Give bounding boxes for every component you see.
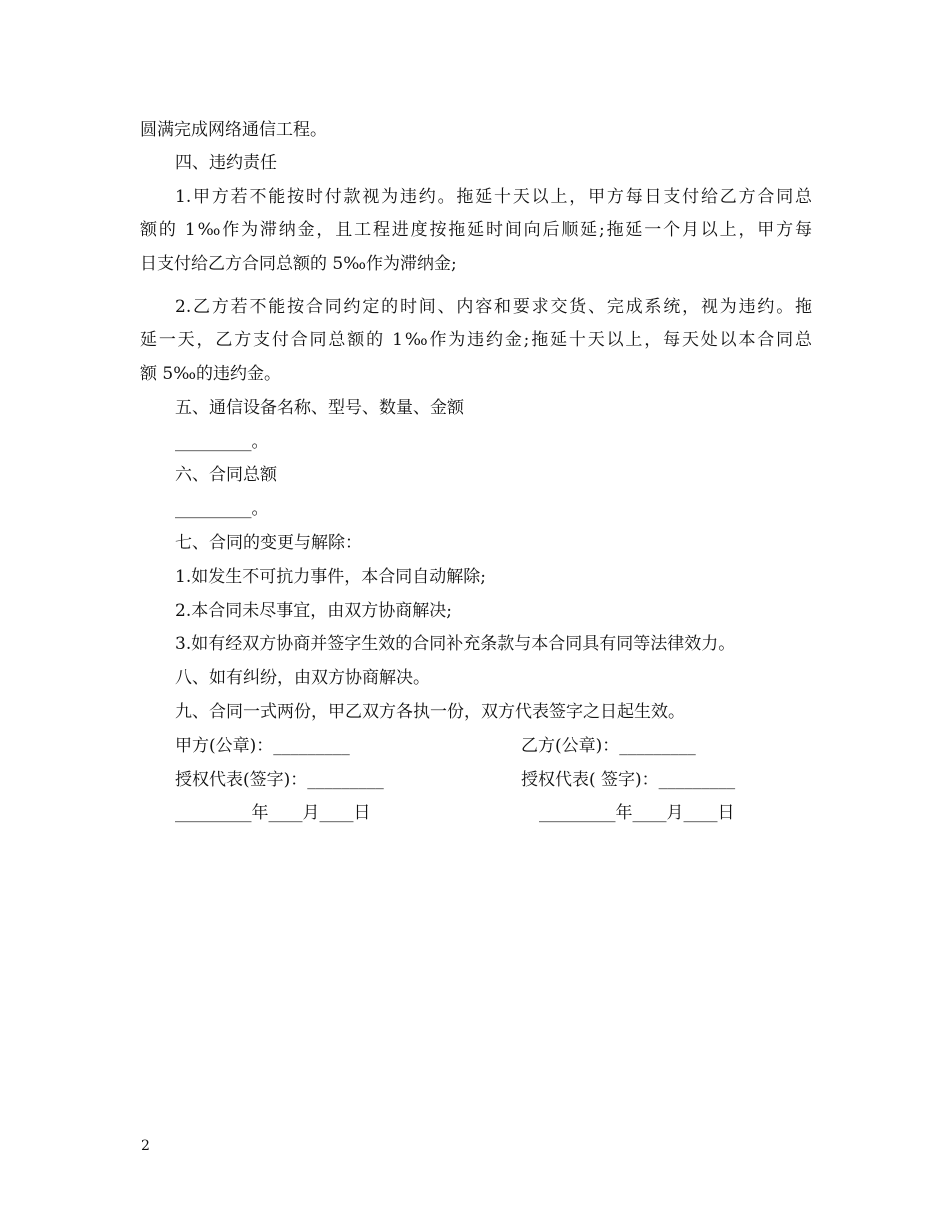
party-b-date-field: _________年____月____日 xyxy=(539,803,735,823)
paragraph-line: 延一天，乙方支付合同总额的 1‰作为违约金;拖延十天以上，每天处以本合同总 xyxy=(140,330,812,350)
party-b-seal-field: 乙方(公章)：_________ xyxy=(521,736,696,756)
section-heading-equipment: 五、通信设备名称、型号、数量、金额 xyxy=(175,398,464,418)
blank-field-line: _________。 xyxy=(175,432,269,452)
section-heading-total: 六、合同总额 xyxy=(175,465,277,485)
page-number: 2 xyxy=(141,1138,150,1154)
paragraph-line: 3.如有经双方协商并签字生效的合同补充条款与本合同具有同等法律效力。 xyxy=(175,634,736,654)
party-a-representative-field: 授权代表(签字)：_________ xyxy=(175,770,384,790)
section-heading-copies: 九、合同一式两份，甲乙双方各执一份，双方代表签字之日起生效。 xyxy=(175,702,685,722)
paragraph-line: 额的 1‰作为滞纳金，且工程进度按拖延时间向后顺延;拖延一个月以上，甲方每 xyxy=(140,220,812,240)
section-heading-breach: 四、违约责任 xyxy=(175,153,277,173)
party-a-date-field: _________年____月____日 xyxy=(175,803,371,823)
paragraph-line: 2.本合同未尽事宜，由双方协商解决; xyxy=(175,601,452,621)
paragraph-line: 1.如发生不可抗力事件，本合同自动解除; xyxy=(175,567,486,587)
paragraph-line: 1.甲方若不能按时付款视为违约。拖延十天以上，甲方每日支付给乙方合同总 xyxy=(175,187,812,207)
section-heading-changes: 七、合同的变更与解除： xyxy=(175,533,362,553)
paragraph-line: 2.乙方若不能按合同约定的时间、内容和要求交货、完成系统，视为违约。拖 xyxy=(175,297,812,317)
blank-field-line: _________。 xyxy=(175,499,269,519)
party-a-seal-field: 甲方(公章)：_________ xyxy=(175,736,350,756)
paragraph-line: 日支付给乙方合同总额的 5‰作为滞纳金; xyxy=(140,254,457,274)
paragraph-line: 额 5‰的违约金。 xyxy=(140,364,282,384)
section-heading-disputes: 八、如有纠纷，由双方协商解决。 xyxy=(175,668,430,688)
party-b-representative-field: 授权代表( 签字)：_________ xyxy=(521,770,736,790)
paragraph-line: 圆满完成网络通信工程。 xyxy=(140,120,327,140)
